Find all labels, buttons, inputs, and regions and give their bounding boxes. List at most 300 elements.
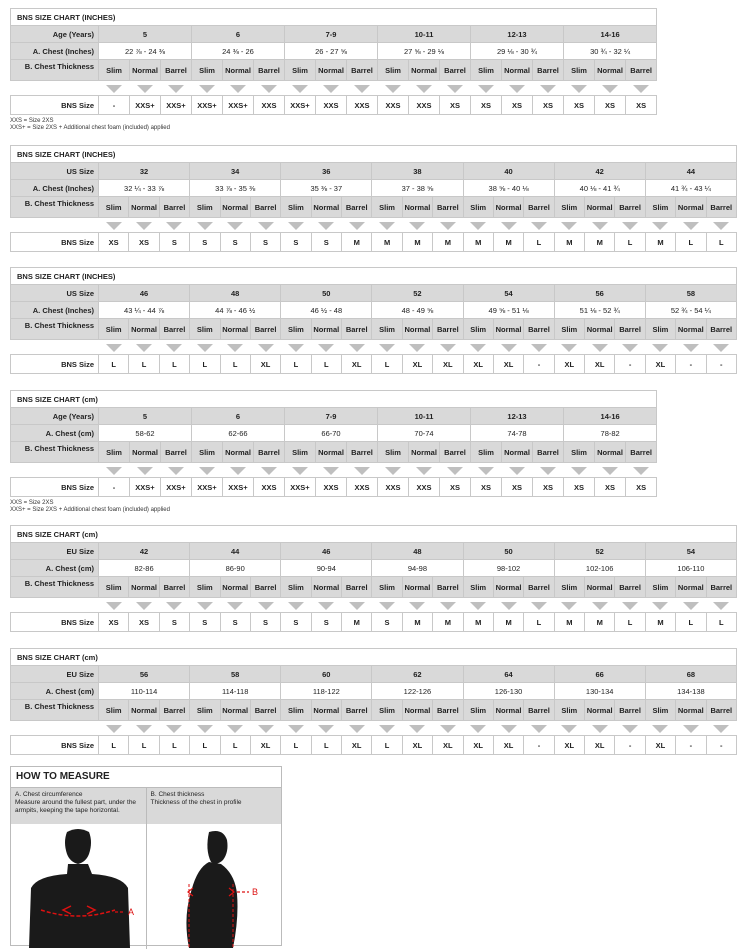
down-arrow-icon (592, 602, 608, 610)
bns-size-cell: S (159, 613, 189, 632)
size-header: 14-16 (564, 26, 657, 43)
chest-range: 66-70 (285, 425, 378, 442)
thickness-type: Slim (645, 197, 675, 218)
down-arrow-icon (106, 222, 122, 230)
down-arrow-icon (354, 85, 370, 93)
bns-size-cell: XXS+ (192, 96, 223, 115)
thickness-type: Barrel (159, 700, 189, 721)
how-to-measure-title: HOW TO MEASURE (11, 767, 281, 788)
size-header: 40 (463, 163, 554, 180)
down-arrow-icon (602, 467, 618, 475)
down-arrow-icon (199, 85, 215, 93)
bns-size-cell: L (129, 736, 159, 755)
thickness-type: Normal (676, 197, 706, 218)
thickness-row-label: B. Chest Thickness (11, 442, 99, 463)
size-header: 56 (99, 666, 190, 683)
chest-range: 43 ¼ - 44 ⅞ (99, 302, 190, 319)
down-arrow-icon (571, 85, 587, 93)
thickness-type: Barrel (159, 319, 189, 340)
down-arrow-icon (622, 222, 638, 230)
bns-row-label: BNS Size (11, 96, 99, 115)
chest-range: 30 ¾ - 32 ¼ (564, 43, 657, 60)
thickness-type: Normal (585, 197, 615, 218)
thickness-type: Slim (99, 197, 129, 218)
down-arrow-icon (501, 602, 517, 610)
bns-size-cell: S (281, 613, 311, 632)
down-arrow-icon (258, 602, 274, 610)
down-arrow-icon (592, 222, 608, 230)
thickness-type: Barrel (250, 319, 280, 340)
thickness-type: Barrel (626, 442, 657, 463)
chest-range: 126-130 (463, 683, 554, 700)
size-header: 14-16 (564, 408, 657, 425)
down-arrow-icon (349, 344, 365, 352)
bns-size-cell: XL (433, 355, 463, 374)
chest-row-label: A. Chest (cm) (11, 425, 99, 442)
thickness-type: Normal (402, 700, 432, 721)
thickness-type: Normal (585, 577, 615, 598)
thickness-type: Barrel (254, 442, 285, 463)
thickness-type: Normal (585, 700, 615, 721)
size-header: 50 (281, 285, 372, 302)
down-arrow-icon (197, 602, 213, 610)
chart-title-cell (11, 649, 737, 666)
bns-size-cell: XL (250, 355, 280, 374)
down-arrow-icon (540, 467, 556, 475)
size-header: 46 (99, 285, 190, 302)
down-arrow-icon (137, 467, 153, 475)
down-arrow-icon (531, 602, 547, 610)
bns-size-cell: L (311, 355, 341, 374)
chest-range: 27 ⅝ - 29 ⅛ (378, 43, 471, 60)
chart-title: BNS SIZE CHART (INCHES) (17, 149, 116, 159)
bns-row-label: BNS Size (11, 736, 99, 755)
down-arrow-icon (713, 725, 729, 733)
down-arrow-icon (349, 222, 365, 230)
thickness-type: Barrel (159, 577, 189, 598)
thickness-type: Barrel (347, 442, 378, 463)
thickness-type: Slim (372, 319, 402, 340)
thickness-type: Normal (493, 700, 523, 721)
down-arrow-icon (136, 602, 152, 610)
bns-size-cell: S (220, 233, 250, 252)
thickness-type: Barrel (342, 700, 372, 721)
down-arrow-icon (683, 344, 699, 352)
chart-title-cell (11, 526, 737, 543)
down-arrow-icon (440, 222, 456, 230)
thickness-type: Barrel (524, 577, 554, 598)
thickness-type: Barrel (615, 700, 645, 721)
down-arrow-icon (230, 467, 246, 475)
down-arrow-icon (470, 344, 486, 352)
bns-size-cell: XL (463, 736, 493, 755)
bns-size-cell: XXS+ (285, 96, 316, 115)
bns-size-cell: M (463, 233, 493, 252)
bns-size-cell: XS (595, 478, 626, 497)
thickness-type: Barrel (626, 60, 657, 81)
down-arrow-icon (292, 85, 308, 93)
thickness-type: Normal (502, 442, 533, 463)
thickness-type: Slim (190, 319, 220, 340)
bns-size-cell: - (706, 355, 737, 374)
chest-range: 110-114 (99, 683, 190, 700)
down-arrow-icon (166, 344, 182, 352)
thickness-type: Slim (99, 577, 129, 598)
bns-size-cell: L (615, 233, 645, 252)
thickness-type: Slim (281, 319, 311, 340)
size-header: 42 (99, 543, 190, 560)
down-arrow-icon (230, 85, 246, 93)
chart-title: BNS SIZE CHART (17, 652, 80, 662)
bns-size-cell: XL (493, 736, 523, 755)
chest-row-label: A. Chest (cm) (11, 560, 99, 577)
bns-size-cell: XS (99, 233, 129, 252)
thickness-type: Barrel (342, 319, 372, 340)
thickness-type: Barrel (250, 197, 280, 218)
bns-size-cell: S (311, 233, 341, 252)
chest-range: 40 ⅛ - 41 ¾ (554, 180, 645, 197)
down-arrow-icon (440, 602, 456, 610)
size-row-label: EU Size (11, 543, 99, 560)
thickness-type: Slim (463, 577, 493, 598)
thickness-type: Barrel (342, 577, 372, 598)
bns-size-cell: M (402, 233, 432, 252)
bns-size-cell: L (706, 613, 737, 632)
thickness-type: Slim (190, 577, 220, 598)
thickness-type: Normal (316, 442, 347, 463)
bns-size-cell: L (281, 355, 311, 374)
down-arrow-icon (379, 222, 395, 230)
bns-size-cell: M (585, 613, 615, 632)
bns-size-cell: S (250, 613, 280, 632)
size-row-label: US Size (11, 285, 99, 302)
down-arrow-icon (713, 222, 729, 230)
down-arrow-icon (652, 602, 668, 610)
thickness-type: Barrel (250, 700, 280, 721)
down-arrow-icon (288, 725, 304, 733)
thickness-type: Normal (311, 577, 341, 598)
size-header: 48 (190, 285, 281, 302)
size-header: 42 (554, 163, 645, 180)
bns-size-cell: XS (595, 96, 626, 115)
note-xxs: XXS = Size 2XS (10, 500, 54, 506)
chest-range: 114-118 (190, 683, 281, 700)
size-header: 54 (645, 543, 736, 560)
thickness-type: Normal (409, 60, 440, 81)
down-arrow-icon (379, 602, 395, 610)
thickness-type: Normal (311, 197, 341, 218)
bns-size-cell: XS (502, 478, 533, 497)
thickness-type: Slim (471, 442, 502, 463)
bns-size-cell: S (281, 233, 311, 252)
size-header: 34 (190, 163, 281, 180)
thickness-type: Barrel (342, 197, 372, 218)
bns-size-cell: M (585, 233, 615, 252)
chest-range: 46 ½ - 48 (281, 302, 372, 319)
down-arrow-icon (531, 344, 547, 352)
thickness-type: Slim (463, 700, 493, 721)
down-arrow-icon (199, 467, 215, 475)
thickness-type: Normal (129, 197, 159, 218)
chart-title: BNS SIZE CHART (INCHES) (17, 12, 116, 22)
bns-size-cell: L (99, 736, 129, 755)
bns-size-cell: - (99, 478, 130, 497)
bns-size-cell: S (372, 613, 402, 632)
thickness-type: Slim (372, 197, 402, 218)
down-arrow-icon (227, 222, 243, 230)
bns-size-cell: XS (471, 478, 502, 497)
down-arrow-icon (622, 602, 638, 610)
down-arrow-icon (227, 725, 243, 733)
chest-circumference-text: Measure around the fullest part, under the armpits, keeping the tape horizontal. (15, 799, 137, 814)
chest-range: 78-82 (564, 425, 657, 442)
thickness-type: Barrel (159, 197, 189, 218)
bns-size-cell: M (402, 613, 432, 632)
down-arrow-icon (470, 602, 486, 610)
bns-size-cell: - (615, 736, 645, 755)
down-arrow-icon (409, 725, 425, 733)
bns-size-cell: XS (99, 613, 129, 632)
down-arrow-icon (137, 85, 153, 93)
thickness-type: Barrel (440, 60, 471, 81)
bns-size-cell: XS (129, 233, 159, 252)
bns-size-cell: M (433, 233, 463, 252)
bns-size-cell: XS (533, 478, 564, 497)
size-header: 66 (554, 666, 645, 683)
bns-size-cell: XXS+ (223, 96, 254, 115)
bns-size-cell: XXS+ (130, 478, 161, 497)
bns-size-cell: - (615, 355, 645, 374)
bns-size-cell: L (190, 736, 220, 755)
bns-size-cell: M (493, 233, 523, 252)
down-arrow-icon (288, 602, 304, 610)
chest-range: 70-74 (378, 425, 471, 442)
thickness-type: Normal (493, 197, 523, 218)
bns-size-cell: M (463, 613, 493, 632)
bns-size-cell: XXS+ (161, 96, 192, 115)
size-header: 38 (372, 163, 463, 180)
chart-title-cell (11, 268, 737, 285)
size-row-label: EU Size (11, 666, 99, 683)
down-arrow-icon (409, 222, 425, 230)
thickness-type: Normal (585, 319, 615, 340)
size-header: 58 (190, 666, 281, 683)
down-arrow-icon (168, 467, 184, 475)
bns-size-cell: L (372, 736, 402, 755)
down-arrow-icon (258, 222, 274, 230)
bns-size-cell: XS (129, 613, 159, 632)
thickness-type: Slim (281, 577, 311, 598)
thickness-type: Slim (192, 442, 223, 463)
thickness-type: Slim (564, 60, 595, 81)
bns-size-cell: - (676, 736, 706, 755)
chest-range: 130-134 (554, 683, 645, 700)
bns-size-cell: XS (626, 96, 657, 115)
thickness-type: Barrel (533, 442, 564, 463)
thickness-type: Normal (493, 577, 523, 598)
thickness-type: Barrel (250, 577, 280, 598)
thickness-type: Barrel (161, 60, 192, 81)
thickness-type: Slim (554, 319, 584, 340)
down-arrow-icon (106, 344, 122, 352)
down-arrow-icon (318, 602, 334, 610)
thickness-type: Barrel (440, 442, 471, 463)
size-header: 12-13 (471, 26, 564, 43)
chest-range: 35 ⅜ - 37 (281, 180, 372, 197)
down-arrow-icon (713, 344, 729, 352)
bns-size-cell: XS (440, 96, 471, 115)
thickness-type: Barrel (524, 319, 554, 340)
down-arrow-icon (349, 725, 365, 733)
thickness-type: Barrel (433, 700, 463, 721)
thickness-type: Slim (463, 197, 493, 218)
down-arrow-icon (683, 602, 699, 610)
chart-title-unit: (cm) (82, 652, 98, 662)
down-arrow-icon (509, 85, 525, 93)
bns-size-cell: M (645, 233, 675, 252)
chart-title: BNS SIZE CHART (17, 394, 80, 404)
note-xxs-plus: XXS+ = Size 2XS + Additional chest foam (included) applied (10, 125, 170, 131)
bns-size-cell: S (190, 613, 220, 632)
note-xxs-plus: XXS+ = Size 2XS + Additional chest foam (included) applied (10, 507, 170, 513)
size-header: 7-9 (285, 26, 378, 43)
down-arrow-icon (323, 85, 339, 93)
thickness-type: Slim (554, 577, 584, 598)
down-arrow-icon (261, 467, 277, 475)
thickness-type: Slim (372, 700, 402, 721)
thickness-type: Barrel (706, 577, 737, 598)
bns-size-cell: M (342, 613, 372, 632)
bns-row-label: BNS Size (11, 613, 99, 632)
down-arrow-icon (447, 85, 463, 93)
bns-size-cell: L (159, 355, 189, 374)
chest-range: 38 ⅝ - 40 ⅛ (463, 180, 554, 197)
chest-range: 98-102 (463, 560, 554, 577)
down-arrow-icon (416, 467, 432, 475)
size-header: 50 (463, 543, 554, 560)
bns-size-cell: XL (342, 355, 372, 374)
size-header: 48 (372, 543, 463, 560)
thickness-type: Barrel (706, 319, 737, 340)
bns-size-cell: L (311, 736, 341, 755)
down-arrow-icon (622, 725, 638, 733)
chest-range: 32 ¼ - 33 ⅞ (99, 180, 190, 197)
down-arrow-icon (197, 725, 213, 733)
size-header: 10-11 (378, 26, 471, 43)
chart-title-cell (11, 146, 737, 163)
chest-circumference-section (11, 788, 146, 949)
bns-size-cell: XL (645, 355, 675, 374)
down-arrow-icon (197, 222, 213, 230)
thickness-type: Normal (130, 60, 161, 81)
down-arrow-icon (379, 344, 395, 352)
thickness-type: Barrel (615, 197, 645, 218)
chest-range: 74-78 (471, 425, 564, 442)
down-arrow-icon (501, 344, 517, 352)
chest-row-label: A. Chest (Inches) (11, 180, 99, 197)
thickness-type: Normal (676, 577, 706, 598)
thickness-type: Slim (554, 197, 584, 218)
bns-size-cell: XL (585, 355, 615, 374)
bns-size-cell: S (311, 613, 341, 632)
thickness-row-label: B. Chest Thickness (11, 60, 99, 81)
bns-size-cell: XXS+ (285, 478, 316, 497)
bns-size-cell: XL (433, 736, 463, 755)
thickness-type: Normal (129, 577, 159, 598)
thickness-type: Normal (502, 60, 533, 81)
chest-range: 22 ⅞ - 24 ⅜ (99, 43, 192, 60)
down-arrow-icon (258, 725, 274, 733)
chest-range: 37 - 38 ⅝ (372, 180, 463, 197)
bns-size-cell: L (676, 233, 706, 252)
bns-size-cell: L (190, 355, 220, 374)
thickness-type: Slim (645, 577, 675, 598)
down-arrow-icon (409, 602, 425, 610)
bns-size-cell: M (372, 233, 402, 252)
bns-size-cell: - (676, 355, 706, 374)
size-header: 64 (463, 666, 554, 683)
bns-size-cell: - (706, 736, 737, 755)
down-arrow-icon (561, 602, 577, 610)
thickness-type: Slim (99, 60, 130, 81)
down-arrow-icon (683, 725, 699, 733)
down-arrow-icon (258, 344, 274, 352)
marker-a: A (128, 907, 135, 917)
down-arrow-icon (227, 344, 243, 352)
thickness-type: Normal (223, 442, 254, 463)
bns-size-cell: XL (463, 355, 493, 374)
bns-size-cell: - (524, 736, 554, 755)
thickness-type: Slim (99, 442, 130, 463)
thickness-type: Slim (99, 319, 129, 340)
chest-range: 134-138 (645, 683, 736, 700)
down-arrow-icon (349, 602, 365, 610)
bns-size-cell: XXS+ (130, 96, 161, 115)
size-header: 68 (645, 666, 736, 683)
bns-size-cell: XL (493, 355, 523, 374)
chest-range: 102-106 (554, 560, 645, 577)
thickness-type: Barrel (524, 700, 554, 721)
down-arrow-icon (106, 725, 122, 733)
down-arrow-icon (683, 222, 699, 230)
down-arrow-icon (561, 222, 577, 230)
size-header: 6 (192, 26, 285, 43)
down-arrow-icon (652, 725, 668, 733)
size-notes (10, 118, 170, 132)
down-arrow-icon (440, 344, 456, 352)
thickness-type: Normal (676, 319, 706, 340)
down-arrow-icon (440, 725, 456, 733)
thickness-type: Barrel (524, 197, 554, 218)
chest-circumference-title: A. Chest circumference (15, 791, 83, 798)
thickness-type: Barrel (433, 577, 463, 598)
down-arrow-icon (713, 602, 729, 610)
down-arrow-icon (354, 467, 370, 475)
down-arrow-icon (166, 602, 182, 610)
thickness-type: Normal (595, 442, 626, 463)
down-arrow-icon (478, 85, 494, 93)
chest-range: 52 ¾ - 54 ¼ (645, 302, 736, 319)
bns-size-cell: XL (554, 736, 584, 755)
bns-size-cell: L (524, 613, 554, 632)
chest-range: 51 ⅛ - 52 ¾ (554, 302, 645, 319)
bns-size-cell: XXS (347, 478, 378, 497)
down-arrow-icon (288, 344, 304, 352)
down-arrow-icon (227, 602, 243, 610)
size-header: 54 (463, 285, 554, 302)
bns-size-cell: L (220, 355, 250, 374)
size-header: 5 (99, 408, 192, 425)
